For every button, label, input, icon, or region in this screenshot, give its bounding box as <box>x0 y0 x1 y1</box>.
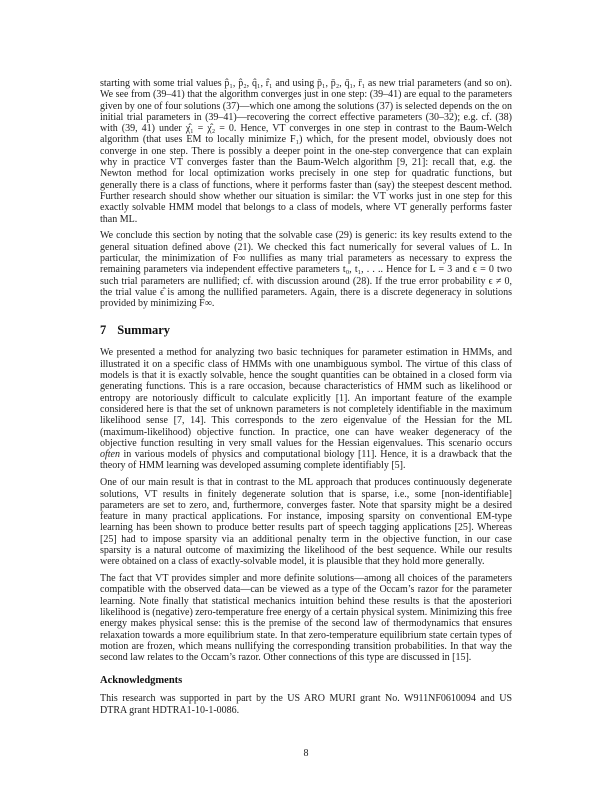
paragraph-summary-occams-razor: The fact that VT provides simpler and more definite solutions—among all choices of the parameters compatible with the observed data—can be viewed as a type of the Occam’s razor for the parameter learning. Note finally that statistical mechanics intuition behind these results is that the aposteriori likelihood is (negative) zero-temperature free energy of a certain physical system. Minimizing this free energy makes physical sense: this is the premise of the second law of thermodynamics that ensures relaxation towards a more equilibrium state. In that zero-temperature equilibrium state certain types of motion are frozen, which means nullifying the corresponding transition probabilities. In that way the second law relates to the Occam’s razor. Other connections of this type are discussed in [15]. <box>100 573 512 664</box>
paragraph-summary-method <box>100 347 512 471</box>
page-footer <box>0 748 612 759</box>
paragraph-acknowledgments: This research was supported in part by the US ARO MURI grant No. W911NF0610094 and US DTRA grant HDTRA1-10-1-0086. <box>100 693 512 716</box>
section-title: Summary <box>117 323 171 338</box>
summary-method-italic-word: often <box>100 449 120 461</box>
paragraph-summary-main-result: One of our main result is that in contrast to the ML approach that produces continuously degenerate solutions, VT results in finitely degenerate solution that is sparse, i.e., some [non-identifiable] parameters are set to zero, and, furthermore, converges faster. Note that sparsity might be a desired feature in many practical applications. For instance, imposing sparsity on conventional EM-type learning has been shown to produce better results part of speech tagging applications [25]. Whereas [25] had to impose sparsity via an additional penalty term in the objective function, in our case sparsity is a natural outcome of maximizing the likelihood of the best sequence. While our results were obtained on a class of exactly-solvable model, it is plausible that they hold more generally. <box>100 477 512 568</box>
summary-method-text-cont: in various models of physics and computational biology [11]. Hence, it is a drawback that the theory of HMM learning was developed assuming complete identifiably [5]. <box>100 449 512 472</box>
summary-method-text: We presented a method for analyzing two basic techniques for parameter estimation in HMMs, and illustrated it on a specific class of HMMs with one unambiguous symbol. The virtue of this class of models is that it is exactly solvable, hence the sought quantities can be obtained in a closed form via generating functions. This is a rare occasion, because characteristics of HMM such as likelihood or entropy are notoriously difficult to calculate explicitly [1]. An important feature of the example considered here is that the set of unknown parameters is not completely identifiable in the maximum likelihood sense [7, 14]. This corresponds to the zero eigenvalue of the Hessian for the ML (maximum-likelihood) objective function. In practice, one can have weaker degeneracy of the objective function resulting in very small values for the Hessian eigenvalues. This scenario occurs <box>100 347 512 449</box>
page-number: 8 <box>303 748 309 759</box>
section-heading-summary <box>100 323 512 337</box>
paragraph-vt-one-step-convergence: starting with some trial values p̂₁, p̂₂, q̂₁, r̂₁ and using p̄₁, p̄₂, q̄₁, r̄₁ as new trial parameters (and so on). We see from (39–41) that the algorithm converges just in one step: (39–41) are equal to the parameters given by one of four solutions (37)—which one among the solutions (37) is selected depends on the on initial trial parameters in (39–41)—recovering the correct effective parameters (30–32); e.g. cf. (38) with (39, 41) under χ̂₁ = χ̂₂ = 0. Hence, VT converges in one step in contrast to the Baum-Welch algorithm (that uses EM to locally minimize F₁) which, for the present model, obviously does not converge in one step. There is possibly a deeper point in the one-step convergence that can explain why in practice VT converges faster than the Baum-Welch algorithm [9, 21]: recall that, e.g. the Newton method for local optimization works precisely in one step for quadratic functions, but generally there is a class of functions, where it performs faster than (say) the steepest descent method. Further research should show whether our situation is similar: the VT works just in one step for this exactly solvable HMM model that belongs to a class of models, where VT generally performs faster than ML. <box>100 78 512 225</box>
acknowledgments-heading: Acknowledgments <box>100 675 183 687</box>
page-content <box>100 78 512 722</box>
section-number: 7 <box>100 323 107 338</box>
paragraph-solvable-case-generic: We conclude this section by noting that the solvable case (29) is generic: its key results extend to the general situation defined above (21). We checked this fact numerically for several values of L. In particular, the minimization of F∞ nullifies as many trial parameters as necessary to express the remaining parameters via independent effective parameters t₀, t₁, . . .. Hence for L = 3 and ϵ = 0 two such trial parameters are nullified; cf. with discussion around (28). If the true error probability ϵ ≠ 0, the trial value ϵ̂ is among the nullified parameters. Again, there is a discrete degeneracy in solutions provided by minimizing F∞. <box>100 230 512 310</box>
